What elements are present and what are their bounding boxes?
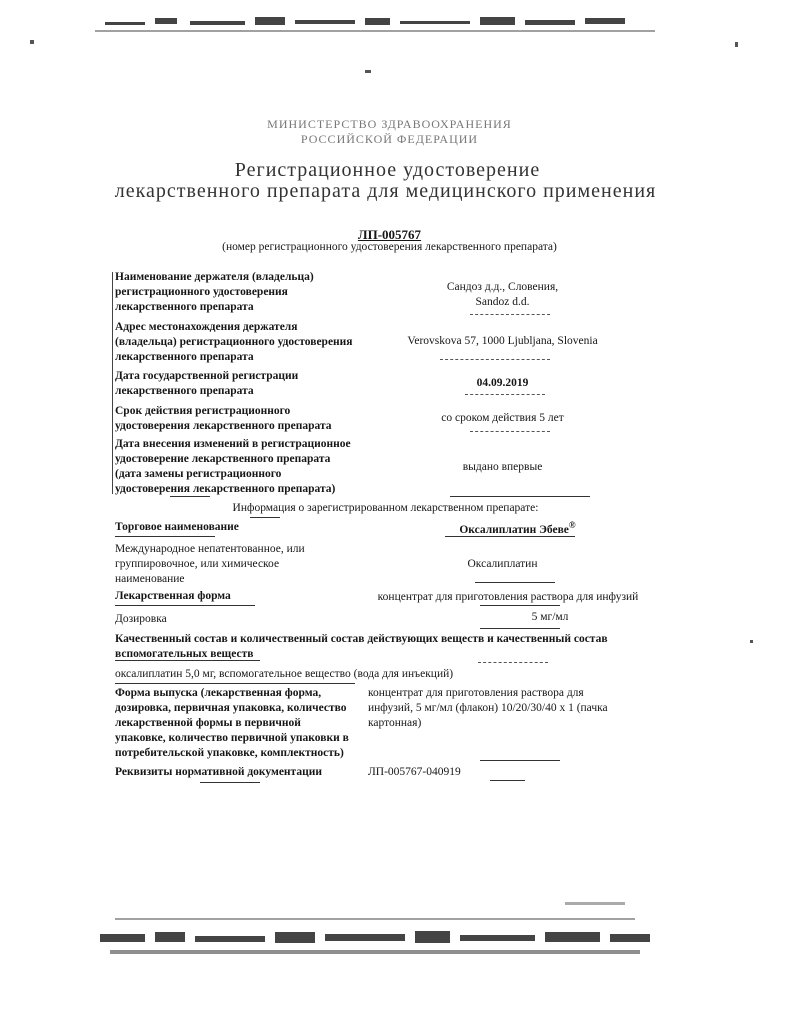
- holder-name-label: [115, 270, 370, 315]
- underline: [478, 662, 548, 664]
- label-line: Международное непатентованное, или: [115, 543, 305, 555]
- underline: [170, 496, 210, 497]
- dosage-form-label: Лекарственная форма: [115, 590, 231, 602]
- label-line: удостоверение лекарственного препарата: [115, 453, 331, 465]
- scan-speck: [30, 40, 34, 44]
- label-line: Адрес местонахождения держателя: [115, 321, 298, 333]
- holder-address-value: Verovskova 57, 1000 Ljubljana, Slovenia: [407, 335, 598, 347]
- label-line: Дата внесения изменений в регистрационное: [115, 438, 351, 450]
- inn-label: [115, 542, 370, 587]
- underline: [115, 536, 215, 537]
- scan-speck: [565, 902, 625, 905]
- underline: [115, 683, 355, 684]
- underline: [440, 359, 550, 361]
- scan-speck: [365, 70, 371, 73]
- holder-name-value: [370, 280, 635, 310]
- release-form-label: [115, 686, 365, 761]
- label-line: дозировка, первичная упаковка, количество: [115, 702, 347, 714]
- dosage-value: 5 мг/мл: [531, 611, 569, 623]
- label-line: лекарственного препарата: [115, 301, 254, 313]
- release-form-value: [368, 686, 648, 731]
- underline: [450, 496, 590, 497]
- underline: [115, 605, 255, 606]
- ministry-name-line2: РОССИЙСКОЙ ФЕДЕРАЦИИ: [300, 132, 479, 146]
- value-line: концентрат для приготовления раствора для: [368, 687, 584, 699]
- label-line: наименование: [115, 573, 185, 585]
- underline: [470, 431, 550, 433]
- normative-docs-value: ЛП-005767-040919: [368, 766, 461, 778]
- registered-trademark-mark: ®: [568, 520, 576, 530]
- value-line: инфузий, 5 мг/мл (флакон) 10/20/30/40 х 1 (пачка: [368, 702, 608, 714]
- ministry-name-line1: МИНИСТЕРСТВО ЗДРАВООХРАНЕНИЯ: [267, 117, 512, 131]
- underline: [480, 628, 560, 629]
- document-title-line2: лекарственного препарата для медицинского применения: [114, 180, 657, 202]
- underline: [490, 780, 525, 781]
- trade-name-label: Торговое наименование: [115, 521, 239, 533]
- validity-period-label: [115, 404, 370, 434]
- label-line: потребительской упаковке, комплектность): [115, 747, 344, 759]
- dosage-form-value: концентрат для приготовления раствора для инфузий: [377, 591, 639, 603]
- label-line: удостоверения лекарственного препарата): [115, 483, 336, 495]
- underline: [250, 517, 280, 518]
- composition-value: оксалиплатин 5,0 мг, вспомогательное вещество (вода для инъекций): [115, 668, 454, 680]
- inn-value: Оксалиплатин: [467, 558, 538, 570]
- composition-label: [115, 632, 645, 662]
- value-line: картонная): [368, 717, 422, 729]
- label-line: Качественный состав и количественный состав действующих веществ и качественный состав: [115, 633, 608, 645]
- label-line: лекарственного препарата: [115, 351, 254, 363]
- label-line: Срок действия регистрационного: [115, 405, 291, 417]
- underline: [470, 314, 550, 316]
- registration-date-label: [115, 369, 370, 399]
- value-line: Sandoz d.d.: [475, 296, 530, 308]
- registration-date-value: 04.09.2019: [476, 377, 529, 389]
- underline: [200, 782, 260, 783]
- trade-name-value: [400, 518, 635, 538]
- changes-date-value: выдано впервые: [462, 461, 543, 473]
- scan-noise-top: [95, 8, 655, 38]
- label-line: вспомогательных веществ: [115, 648, 254, 660]
- scan-speck: [750, 640, 753, 643]
- label-line: группировочное, или химическое: [115, 558, 280, 570]
- label-line: лекарственного препарата: [115, 385, 254, 397]
- underline: [115, 660, 260, 661]
- validity-period-value: со сроком действия 5 лет: [441, 412, 564, 424]
- registration-number: ЛП-005767: [357, 227, 422, 242]
- underline: [445, 536, 575, 537]
- label-line: Наименование держателя (владельца): [115, 271, 314, 283]
- label-line: лекарственной формы в первичной: [115, 717, 301, 729]
- document-title-line1: Регистрационное удостоверение: [234, 159, 541, 181]
- label-line: упаковке, количество первичной упаковки в: [115, 732, 349, 744]
- label-line: (владельца) регистрационного удостоверения: [115, 336, 353, 348]
- scan-speck: [735, 42, 738, 47]
- underline: [475, 582, 555, 583]
- label-line: регистрационного удостоверения: [115, 286, 288, 298]
- scan-noise-bottom: [95, 912, 655, 972]
- underline: [465, 394, 545, 396]
- normative-docs-label: Реквизиты нормативной документации: [115, 766, 322, 778]
- registration-number-caption: (номер регистрационного удостоверения лекарственного препарата): [222, 241, 557, 253]
- underline: [480, 760, 560, 761]
- underline: [480, 605, 560, 606]
- product-info-heading: Информация о зарегистрированном лекарственном препарате:: [232, 502, 539, 514]
- label-line: удостоверения лекарственного препарата: [115, 420, 332, 432]
- holder-address-label: [115, 320, 370, 365]
- value-line: Сандоз д.д., Словения,: [446, 281, 559, 293]
- label-line: Дата государственной регистрации: [115, 370, 299, 382]
- label-line: Форма выпуска (лекарственная форма,: [115, 687, 322, 699]
- dosage-label: Дозировка: [115, 613, 167, 625]
- changes-date-label: [115, 437, 370, 497]
- label-line: (дата замены регистрационного: [115, 468, 282, 480]
- trade-name-text: Оксалиплатин Эбеве: [459, 523, 569, 536]
- margin-mark: [112, 272, 113, 494]
